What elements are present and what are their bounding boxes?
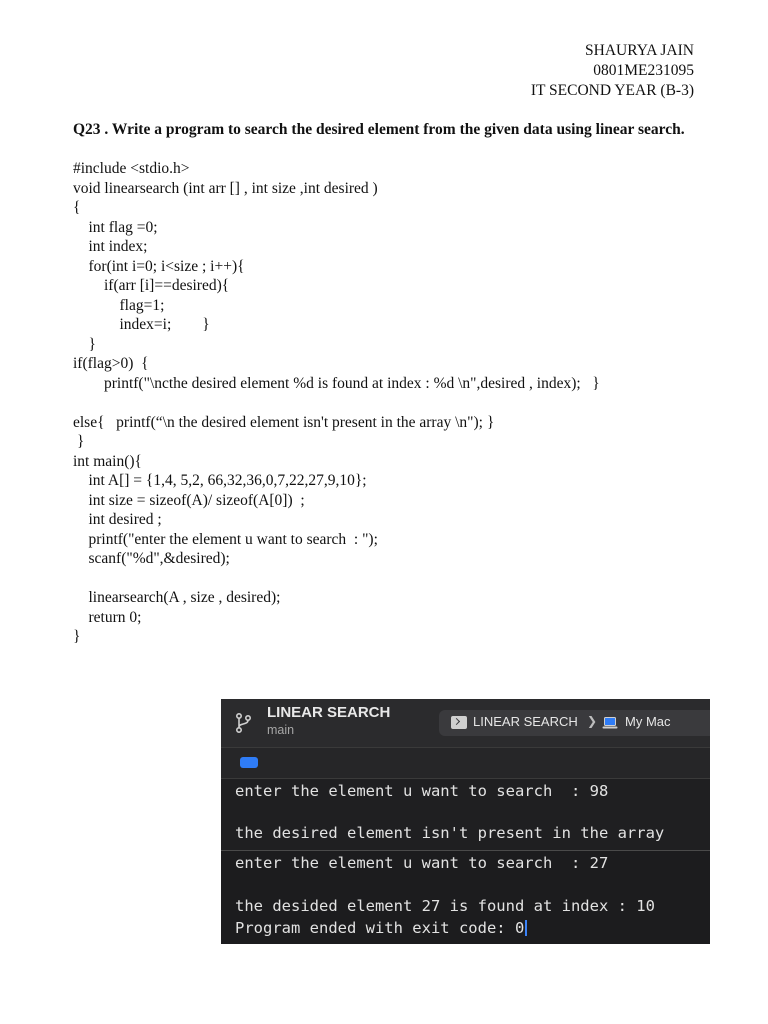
console-output-run-1 xyxy=(221,779,710,849)
branch-icon xyxy=(234,712,252,734)
console-exit-line xyxy=(235,919,527,937)
code-line: if(flag>0) { xyxy=(73,355,149,372)
branch-name: main xyxy=(267,723,295,737)
console-result-line: the desired element isn't present in the array xyxy=(235,824,665,842)
question-title: Q23 . Write a program to search the desired element from the given data using linear search. xyxy=(73,121,685,138)
laptop-icon xyxy=(602,717,618,729)
run-destination: My Mac xyxy=(625,714,671,729)
code-line: #include <stdio.h> xyxy=(73,160,190,177)
class-year: IT SECOND YEAR (B-3) xyxy=(530,82,694,99)
code-line: { xyxy=(73,199,81,216)
scheme-selector[interactable] xyxy=(439,710,710,736)
console-titlebar xyxy=(221,699,710,747)
console-toolbar xyxy=(221,747,710,779)
code-line: int A[] = {1,4, 5,2, 66,32,36,0,7,22,27,9,10}; xyxy=(73,472,367,489)
code-line: return 0; xyxy=(73,608,142,626)
console-prompt-line: enter the element u want to search : 98 xyxy=(235,782,609,800)
code-line: else{ printf(“\n the desired element isn't present in the array \n"); } xyxy=(73,413,495,431)
code-line: for(int i=0; i<size ; i++){ xyxy=(73,257,245,275)
xcode-console-window xyxy=(221,699,710,944)
code-line: void linearsearch (int arr [] , int size ,int desired ) xyxy=(73,179,378,197)
code-line: } xyxy=(73,335,96,353)
console-prompt-line: enter the element u want to search : 27 xyxy=(235,854,609,872)
scheme-name: LINEAR SEARCH xyxy=(473,714,578,729)
text-cursor xyxy=(525,920,527,936)
project-title: LINEAR SEARCH xyxy=(267,704,391,721)
enrollment-number: 0801ME231095 xyxy=(593,62,694,79)
code-line: int desired ; xyxy=(73,511,162,528)
code-line xyxy=(73,569,713,589)
student-name: SHAURYA JAIN xyxy=(585,42,694,59)
chevron-right-icon: ❯ xyxy=(587,714,598,728)
code-line: int flag =0; xyxy=(73,218,158,236)
code-line: int main(){ xyxy=(73,452,142,470)
code-line xyxy=(73,393,713,413)
code-line: flag=1; xyxy=(73,296,165,314)
code-line: } xyxy=(73,628,81,645)
code-line: printf("enter the element u want to search : "); xyxy=(73,530,378,548)
code-line: printf("\ncthe desired element %d is found at index : %d \n",desired , index); } xyxy=(73,374,600,392)
code-line: index=i; } xyxy=(73,316,210,333)
student-header xyxy=(531,41,694,101)
terminal-icon xyxy=(451,716,467,729)
console-output-run-2 xyxy=(221,850,710,944)
console-result-line: the desided element 27 is found at index : 10 xyxy=(235,897,655,915)
code-line: scanf("%d",&desired); xyxy=(73,550,230,567)
code-line: linearsearch(A , size , desired); xyxy=(73,589,281,606)
code-listing xyxy=(73,159,713,647)
exit-code-text: Program ended with exit code: 0 xyxy=(235,919,525,937)
code-line: } xyxy=(73,433,85,450)
code-line: if(arr [i]==desired){ xyxy=(73,277,230,294)
code-line: int index; xyxy=(73,238,148,255)
code-line: int size = sizeof(A)/ sizeof(A[0]) ; xyxy=(73,491,305,509)
console-filter-icon[interactable] xyxy=(240,757,258,768)
